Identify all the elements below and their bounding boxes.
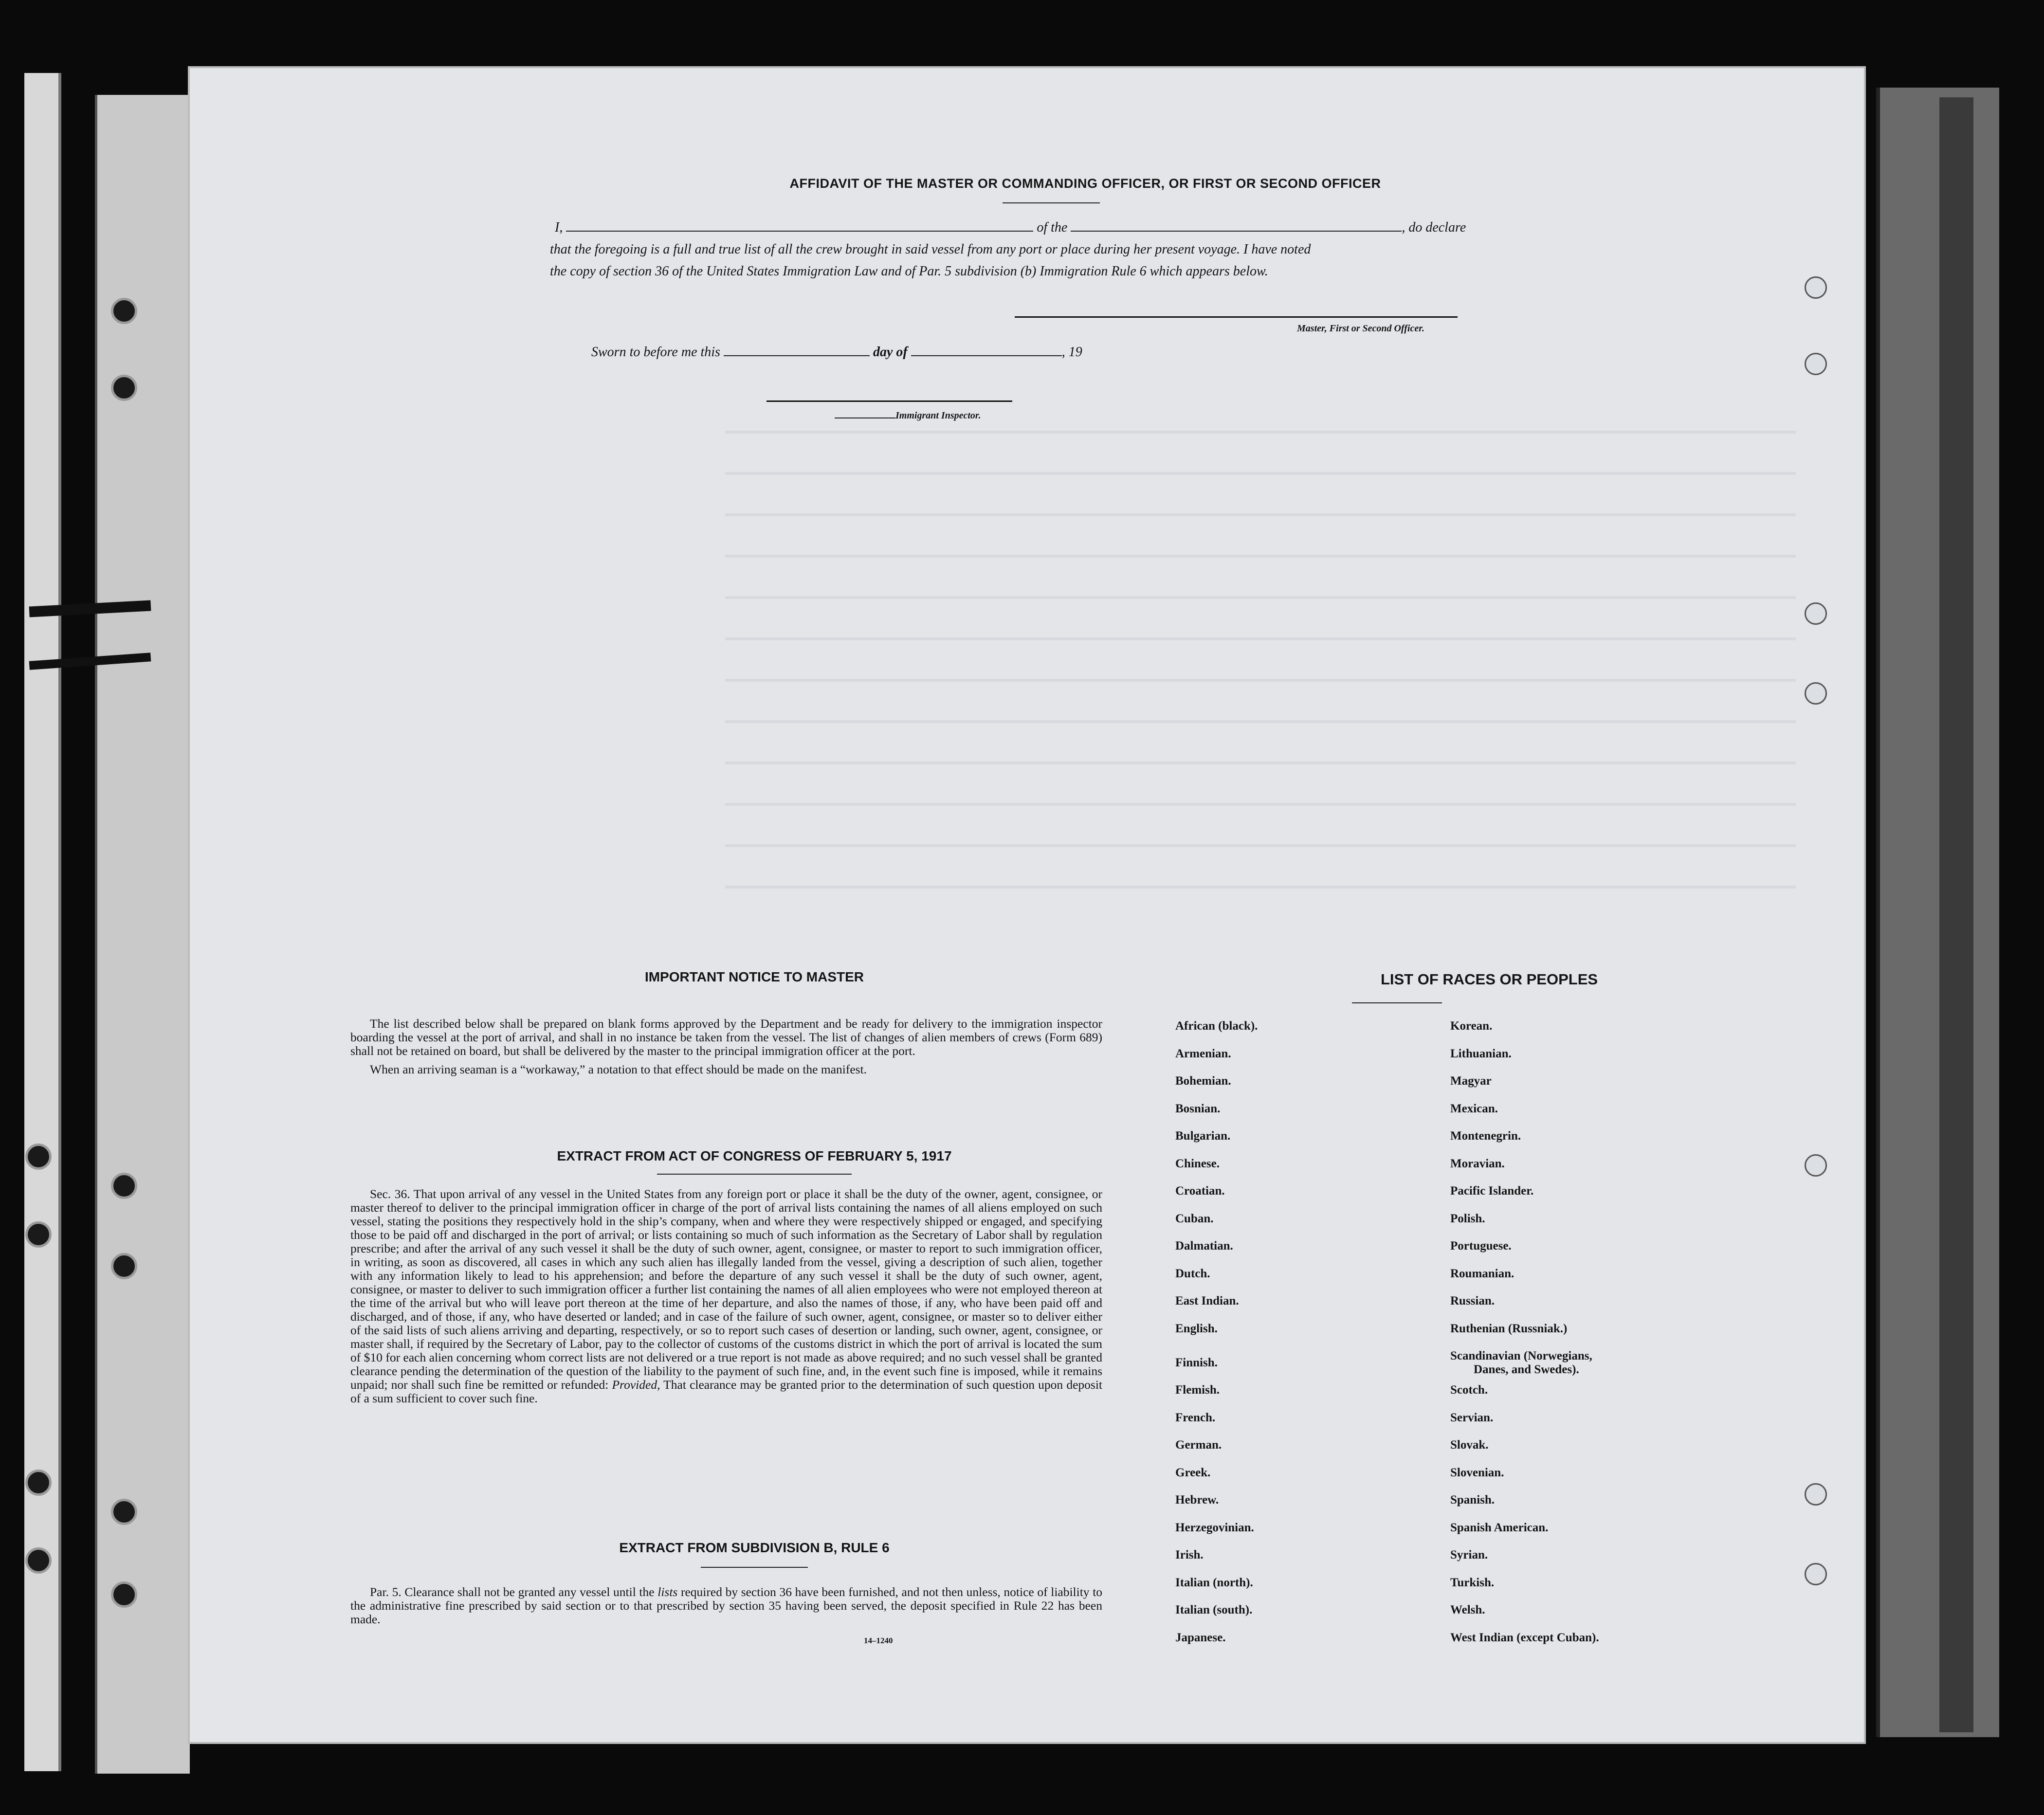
race-item: Magyar <box>1450 1074 1492 1088</box>
punch-hole <box>111 1581 137 1608</box>
declarant-name-field[interactable] <box>566 220 1033 232</box>
extract-act-title: EXTRACT FROM ACT OF CONGRESS OF FEBRUARY 5, 1917 <box>557 1148 952 1163</box>
punch-hole <box>1805 1483 1827 1506</box>
race-item: Croatian. <box>1175 1184 1225 1198</box>
race-item: English. <box>1175 1322 1218 1335</box>
race-item: Montenegrin. <box>1450 1129 1521 1143</box>
binder-strip-left <box>24 73 61 1771</box>
punch-hole <box>25 1143 52 1170</box>
binder-strip-right <box>1876 88 1999 1737</box>
race-item: Bosnian. <box>1175 1102 1221 1115</box>
sworn-month-field[interactable] <box>911 345 1062 356</box>
punch-hole <box>111 298 137 324</box>
punch-hole <box>25 1547 52 1574</box>
title-rule <box>1003 202 1100 203</box>
race-item: Syrian. <box>1450 1548 1488 1561</box>
punch-hole <box>1805 276 1827 299</box>
race-item: Bohemian. <box>1175 1074 1231 1088</box>
race-item: Mexican. <box>1450 1102 1498 1115</box>
of-the-label: of the <box>1037 220 1068 235</box>
race-item: Flemish. <box>1175 1383 1220 1397</box>
punch-hole <box>1805 1563 1827 1585</box>
affidavit-title: AFFIDAVIT OF THE MASTER OR COMMANDING OFFICER, OR FIRST OR SECOND OFFICER <box>789 176 1381 191</box>
punch-hole <box>111 1499 137 1525</box>
master-caption: Master, First or Second Officer. <box>1297 323 1424 334</box>
punch-hole <box>111 1173 137 1199</box>
do-declare-label: , do declare <box>1402 220 1466 235</box>
extract-act-body <box>350 1187 1102 1405</box>
race-item: Japanese. <box>1175 1631 1226 1644</box>
races-right-column <box>1450 1019 1599 1658</box>
punch-hole <box>1805 682 1827 705</box>
race-item: Russian. <box>1450 1294 1495 1307</box>
extract-rule-rule <box>701 1567 808 1568</box>
master-signature-line[interactable] <box>1015 316 1458 318</box>
sworn-day-field[interactable] <box>724 345 870 356</box>
race-item: Italian (north). <box>1175 1576 1253 1589</box>
race-item: Polish. <box>1450 1212 1485 1225</box>
race-item: Slovak. <box>1450 1438 1489 1452</box>
race-item: Chinese. <box>1175 1157 1220 1170</box>
race-item: Cuban. <box>1175 1212 1214 1225</box>
race-item: Pacific Islander. <box>1450 1184 1534 1198</box>
race-item: Spanish American. <box>1450 1521 1549 1534</box>
race-item: Korean. <box>1450 1019 1493 1033</box>
races-title: LIST OF RACES OR PEOPLES <box>1380 971 1598 988</box>
race-item: French. <box>1175 1411 1216 1424</box>
sworn-label: Sworn to before me this <box>591 345 720 360</box>
section-36-text: Sec. 36. That upon arrival of any vessel in the United States from any foreign port or place it shall be the duty of the owner, agent, consignee, or master thereof to deliver to the principal immigration officer in charge of the port of arrival lists containing the names of all aliens employed on such vessel, stating the positions they respectively hold in the ship’s company, when and where they were respectively shipped or engaged, and specifying those to be paid off and discharged in the port of arrival; or lists containing so much of such information as the Secretary of Labor shall by regulation prescribe; and after the arrival of any such vessel it shall be the duty of such owner, agent, consignee, or master to report to such immigration officer, in writing, as soon as discovered, all cases in which any such alien has illegally landed from the vessel, giving a description of such alien, together with any information likely to lead to his apprehension; and before the departure of any such vessel it shall be the duty of such owner, agent, consignee, or master to deliver to such immigration officer a further list containing the names of all alien employees who were not employed thereon at the time of the arrival but who will leave port thereon at the time of her departure, and also the names of those, if any, who have been paid off and discharged, and of those, if any, who have deserted or landed; and in case of the failure of such owner, agent, consignee, or master so to deliver either of the said lists of such aliens arriving and departing, respectively, or so to report such cases of desertion or landing, such owner, agent, consignee, or master shall, if required by the Secretary of Labor, pay to the collector of customs of the customs district in which the port of arrival is located the sum of $10 for each alien concerning whom correct lists are not delivered or a true report is not made as above required; and no such vessel shall be granted clearance pending the determination of the question of the liability to the payment of such fine, and, in the event such fine is imposed, while it remains unpaid; nor shall such fine be remitted or refunded: Provided, That clearance may be granted prior to the determination of such question upon deposit of a sum sufficient to cover such fine. <box>350 1187 1102 1405</box>
race-item: Greek. <box>1175 1466 1211 1479</box>
punch-hole <box>1805 353 1827 375</box>
race-item: German. <box>1175 1438 1222 1452</box>
inspector-caption: Immigrant Inspector. <box>835 410 981 421</box>
race-item: Welsh. <box>1450 1603 1485 1616</box>
race-item: Bulgarian. <box>1175 1129 1231 1143</box>
race-item: Roumanian. <box>1450 1267 1515 1280</box>
race-item: West Indian (except Cuban). <box>1450 1631 1599 1644</box>
race-item: Slovenian. <box>1450 1466 1504 1479</box>
extract-rule-title: EXTRACT FROM SUBDIVISION B, RULE 6 <box>619 1540 890 1555</box>
race-item: Herzegovinian. <box>1175 1521 1254 1534</box>
form-page <box>190 68 1864 1742</box>
punch-hole <box>1805 602 1827 625</box>
races-rule <box>1352 1002 1442 1003</box>
punch-hole <box>111 375 137 401</box>
race-item: Portuguese. <box>1450 1239 1512 1252</box>
punch-hole <box>25 1470 52 1496</box>
vessel-name-field[interactable] <box>1071 220 1402 232</box>
declaration-text-line-3: the copy of section 36 of the United States Immigration Law and of Par. 5 subdivision (b) Immigration Rule 6 which appears below. <box>550 264 1268 279</box>
race-item: Moravian. <box>1450 1157 1505 1170</box>
punch-hole <box>1805 1154 1827 1177</box>
notice-body <box>350 1017 1102 1076</box>
punch-hole <box>111 1253 137 1279</box>
race-item: Dalmatian. <box>1175 1239 1233 1252</box>
race-item: Ruthenian (Russniak.) <box>1450 1322 1568 1335</box>
race-item: Dutch. <box>1175 1267 1210 1280</box>
race-item: Spanish. <box>1450 1493 1495 1506</box>
race-item: Scotch. <box>1450 1383 1488 1397</box>
notice-paragraph-2: When an arriving seaman is a “workaway,” a notation to that effect should be made on the manifest. <box>370 1062 867 1076</box>
notice-paragraph-1: The list described below shall be prepared on blank forms approved by the Department and be ready for delivery to the immigration inspector boarding the vessel at the port of arrival, and shall in no instance be taken from the vessel. The list of changes of alien members of crews (Form 689) shall not be retained on board, but shall be delivered by the master to the principal immigration officer at the port. <box>350 1016 1102 1058</box>
punch-hole <box>25 1221 52 1248</box>
race-item: Servian. <box>1450 1411 1494 1424</box>
binder-strip-left-inner <box>95 95 190 1774</box>
race-item: Armenian. <box>1175 1047 1231 1060</box>
declaration-line <box>555 220 1466 236</box>
rule-6-text: Par. 5. Clearance shall not be granted any vessel until the lists required by section 36 have been furnished, and not then unless, notice of liability to the administrative fine prescribed by said section or to that prescribed by section 35 having been served, the deposit specified in Rule 22 has been made. <box>350 1585 1103 1626</box>
races-left-column <box>1175 1019 1258 1658</box>
notice-title: IMPORTANT NOTICE TO MASTER <box>644 969 864 984</box>
extract-act-rule <box>657 1174 852 1175</box>
race-item: Irish. <box>1175 1548 1204 1561</box>
binder-strip-right-inner <box>1939 97 1973 1732</box>
sworn-line <box>591 345 1082 360</box>
inspector-signature-line[interactable] <box>766 400 1012 402</box>
race-item: Hebrew. <box>1175 1493 1219 1506</box>
race-item: African (black). <box>1175 1019 1258 1033</box>
race-item: Turkish. <box>1450 1576 1495 1589</box>
race-item: East Indian. <box>1175 1294 1239 1307</box>
extract-rule-body <box>350 1585 1102 1626</box>
race-item: Finnish. <box>1175 1356 1218 1369</box>
declarant-prefix: I, <box>555 220 563 235</box>
declaration-text-line-2: that the foregoing is a full and true list of all the crew brought in said vessel from any port or place during her present voyage. I have noted <box>550 242 1311 257</box>
race-item: Scandinavian (Norwegians, Danes, and Swedes). <box>1450 1349 1592 1376</box>
form-number: 14–1240 <box>864 1636 893 1645</box>
race-item: Lithuanian. <box>1450 1047 1512 1060</box>
race-item: Italian (south). <box>1175 1603 1253 1616</box>
day-of-label: day of <box>873 345 908 360</box>
year-label: , 19 <box>1061 345 1082 360</box>
